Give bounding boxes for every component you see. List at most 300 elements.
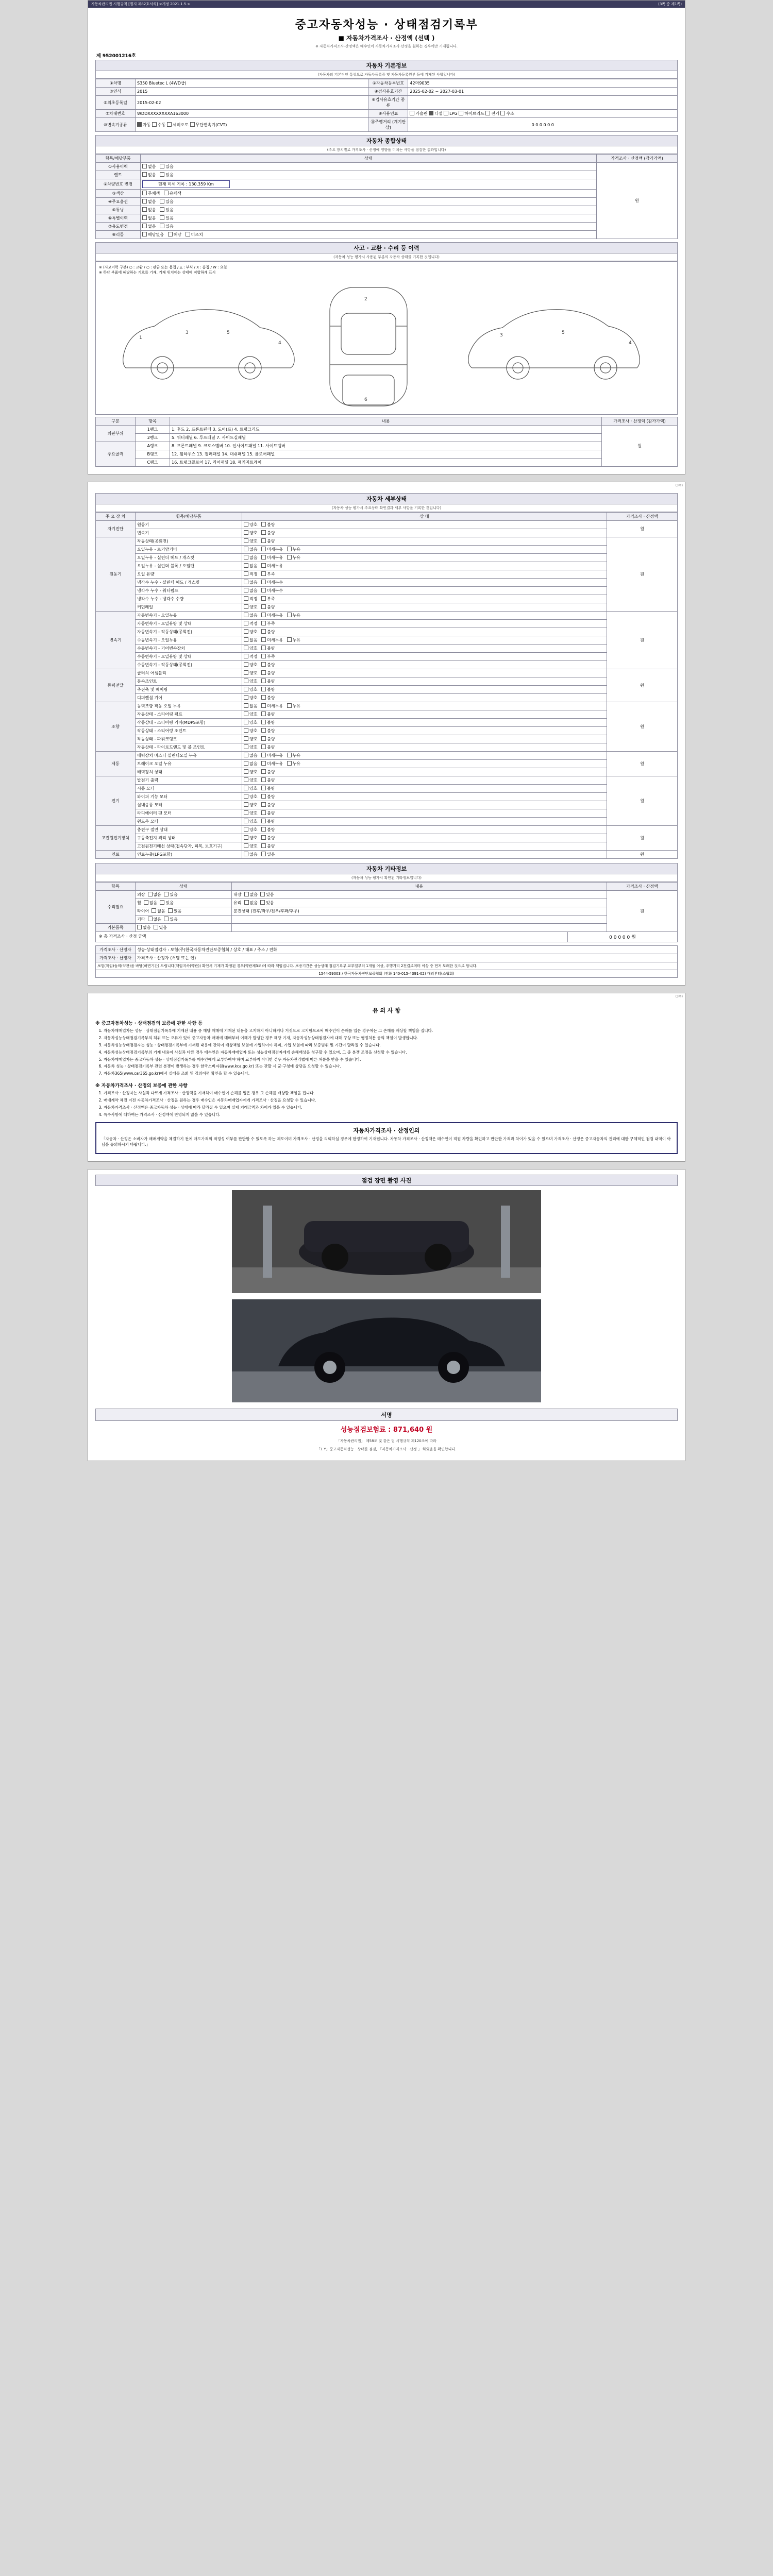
checkbox-state[interactable] bbox=[244, 761, 248, 766]
etc-price-cell: 원 bbox=[607, 891, 678, 932]
state-label: 없음 bbox=[249, 852, 258, 857]
row-label: ④검사유효기간 bbox=[368, 88, 408, 96]
checkbox-state[interactable] bbox=[244, 819, 248, 823]
checkbox-state[interactable] bbox=[261, 580, 266, 584]
checkbox-state[interactable] bbox=[244, 670, 248, 675]
sheet-page-3 bbox=[88, 993, 685, 1162]
state-label: 불량 bbox=[267, 819, 275, 824]
checkbox-state[interactable] bbox=[244, 695, 248, 700]
checkbox-state[interactable] bbox=[244, 563, 248, 568]
checkbox-state[interactable] bbox=[244, 571, 248, 576]
checkbox-state[interactable] bbox=[244, 852, 248, 856]
group-price: 원 bbox=[607, 669, 678, 702]
transmission-options-cell bbox=[136, 118, 368, 132]
valuation-row-value: 가격조사 · 산정자 (서명 또는 인) bbox=[136, 954, 678, 962]
checkbox-fuel[interactable] bbox=[500, 111, 505, 115]
state-label: 양호 bbox=[249, 712, 258, 717]
checkbox-state[interactable] bbox=[261, 835, 266, 840]
checkbox-option[interactable] bbox=[142, 199, 147, 204]
checkbox-state[interactable] bbox=[261, 695, 266, 700]
checkbox-state[interactable] bbox=[261, 670, 266, 675]
checkbox-state[interactable] bbox=[287, 703, 292, 708]
state-label: 누유 bbox=[292, 555, 301, 560]
row-options bbox=[141, 231, 597, 239]
checkbox-state[interactable] bbox=[261, 679, 266, 683]
checkbox-fuel[interactable] bbox=[459, 111, 463, 115]
checkbox-state[interactable] bbox=[244, 596, 248, 601]
item-label: 배력장치 상태 bbox=[136, 768, 242, 776]
checkbox-etc[interactable] bbox=[137, 925, 142, 929]
checkbox-state[interactable] bbox=[261, 547, 266, 551]
checkbox-etc[interactable] bbox=[260, 900, 265, 905]
notice-sub-item: 2. 매매계약 체결 이전 자동차가격조사 · 산정을 원하는 경우 매수인은 자동차매매업자에게 가격조사 · 산정을 요청할 수 있습니다. bbox=[104, 1098, 678, 1104]
checkbox-option[interactable] bbox=[160, 224, 164, 228]
fuel-label: 전기 bbox=[491, 111, 499, 116]
valuation-definition-text: 「자동차 · 산정은 소비자가 매매계약을 체결하기 전에 매도가격의 적정성 여부를 판단할 수 있도록 하는 제도이며 가격조사 · 산정을 의뢰하실 경우에 한정하여 기재됩니다. 자동차 가격조사 · 산정액은 매수인이 직접 차량을 확인하고 판단한 가격과 차이가 있을 수 있으며 가격조사 · 산정은 중고자동차의 권리에 대한 구체적인 점검 내역이 아님을 유의하시기 바랍니다.」 bbox=[102, 1136, 671, 1147]
row-value bbox=[408, 96, 678, 110]
checkbox-state[interactable] bbox=[261, 761, 266, 766]
checkbox-state[interactable] bbox=[261, 596, 266, 601]
item-label: 고전원전기배선 상태(접속단자, 피복, 보호기구) bbox=[136, 842, 242, 851]
total-price-value: 0 0 0 0 0 원 bbox=[567, 932, 677, 942]
checkbox-state[interactable] bbox=[261, 604, 266, 609]
checkbox-state[interactable] bbox=[244, 720, 248, 724]
checkbox-state[interactable] bbox=[287, 753, 292, 757]
item-label: 자동변속기 - 오일유량 및 상태 bbox=[136, 620, 242, 628]
item-label: 작동상태 - 타이로드엔드 및 볼 조인트 bbox=[136, 743, 242, 752]
checkbox-etc[interactable] bbox=[160, 900, 164, 905]
item-label: 냉각수 누수 - 냉각수 수량 bbox=[136, 595, 242, 603]
checkbox-option[interactable] bbox=[142, 232, 147, 236]
checkbox-state[interactable] bbox=[287, 547, 292, 551]
sheet-page-4 bbox=[88, 1169, 685, 1461]
notice-item: 6. 자동차 성능 · 상태점검기록부 관련 분쟁이 발생하는 경우 한국소비자원(www.kca.go.kr) 또는 관할 시·군·구청에 상담을 요청할 수 있습니다. bbox=[104, 1064, 678, 1070]
rank-label: A랭크 bbox=[136, 442, 170, 450]
rank-label: C랭크 bbox=[136, 459, 170, 467]
checkbox-option[interactable] bbox=[160, 207, 164, 212]
checkbox-etc[interactable] bbox=[152, 908, 156, 913]
checkbox-etc[interactable] bbox=[148, 892, 153, 896]
state-label: 불량 bbox=[267, 844, 275, 849]
checkbox-option[interactable] bbox=[160, 164, 164, 168]
fuel-options-cell bbox=[408, 110, 678, 118]
checkbox-state[interactable] bbox=[261, 522, 266, 527]
checkbox-state[interactable] bbox=[244, 580, 248, 584]
valuation-row-1: 성능·상태점검자 : 보험(주)한국자동차진단보증협회 / 상호 / 대표 / 주소 / 전화 bbox=[136, 946, 678, 954]
checkbox-state[interactable] bbox=[244, 662, 248, 667]
rank-content: 1. 후드 2. 프론트펜더 3. 도어(프) 4. 트렁크리드 bbox=[170, 426, 602, 434]
state-label: 불량 bbox=[267, 720, 275, 725]
etc-item bbox=[136, 899, 232, 907]
state-label: 미세누수 bbox=[267, 588, 283, 593]
checkbox-state[interactable] bbox=[244, 802, 248, 807]
item-label: 오일누유 - 실린더 블록 / 오일팬 bbox=[136, 562, 242, 570]
row-options bbox=[141, 223, 597, 231]
checkbox-state[interactable] bbox=[287, 637, 292, 642]
document-title-block bbox=[95, 13, 678, 50]
checkbox-state[interactable] bbox=[244, 711, 248, 716]
trans-label: 수동 bbox=[158, 122, 166, 127]
col-header: 내용 bbox=[170, 417, 602, 426]
checkbox-state[interactable] bbox=[244, 547, 248, 551]
option-label: 해당없음 bbox=[148, 232, 164, 237]
state-label: 불량 bbox=[267, 696, 275, 700]
etc-item-label: 휠 bbox=[137, 901, 141, 905]
checkbox-etc[interactable] bbox=[164, 917, 169, 921]
item-label: 수동변속기 - 작동상태(공회전) bbox=[136, 661, 242, 669]
state-label: 적정 bbox=[249, 597, 258, 601]
checkbox-option[interactable] bbox=[142, 172, 147, 177]
page-subtitle: ■ 자동차가격조사 · 산정액 (선택 ) bbox=[338, 35, 435, 42]
trans-option bbox=[152, 123, 165, 127]
checkbox-option[interactable] bbox=[142, 191, 147, 195]
checkbox-state[interactable] bbox=[244, 786, 248, 790]
row-options bbox=[141, 171, 597, 179]
checkbox-trans[interactable] bbox=[190, 122, 195, 127]
state-label: 양호 bbox=[249, 605, 258, 609]
checkbox-fuel[interactable] bbox=[410, 111, 414, 115]
checkbox-state[interactable] bbox=[261, 629, 266, 634]
svg-text:4: 4 bbox=[629, 341, 632, 346]
checkbox-state[interactable] bbox=[261, 744, 266, 749]
item-label: 구동축전지 격리 상태 bbox=[136, 834, 242, 842]
checkbox-state[interactable] bbox=[244, 538, 248, 543]
checkbox-option[interactable] bbox=[142, 207, 147, 212]
checkbox-etc[interactable] bbox=[244, 892, 249, 896]
item-options bbox=[242, 661, 607, 669]
item-options bbox=[242, 595, 607, 603]
checkbox-state[interactable] bbox=[261, 563, 266, 568]
checkbox-state[interactable] bbox=[261, 794, 266, 799]
col-header: 항목/해당부품 bbox=[136, 513, 242, 521]
checkbox-state[interactable] bbox=[244, 810, 248, 815]
section-basic-info-note: (자동차의 기본적인 특성으로 자동차등록증 및 자동차등록원부 등에 기재된 사항입니다) bbox=[95, 71, 678, 79]
svg-text:6: 6 bbox=[364, 397, 367, 402]
checkbox-state[interactable] bbox=[261, 827, 266, 832]
checkbox-option[interactable] bbox=[160, 199, 164, 204]
checkbox-state[interactable] bbox=[244, 588, 248, 592]
checkbox-etc[interactable] bbox=[144, 900, 148, 905]
checkbox-etc[interactable] bbox=[168, 908, 173, 913]
checkbox-fuel[interactable] bbox=[429, 111, 433, 115]
notice-title: 유 의 사 항 bbox=[373, 1007, 400, 1014]
section-photos-header: 점검 장면 촬영 사진 bbox=[95, 1175, 678, 1186]
checkbox-state[interactable] bbox=[244, 843, 248, 848]
checkbox-etc[interactable] bbox=[164, 892, 169, 896]
state-label: 적정 bbox=[249, 621, 258, 626]
signature-band: 서명 bbox=[95, 1409, 678, 1421]
checkbox-state[interactable] bbox=[244, 794, 248, 799]
row-value: S350 Bluetec L (4WD급) bbox=[136, 79, 368, 88]
checkbox-state[interactable] bbox=[261, 555, 266, 560]
etc-opt: 없음 bbox=[157, 909, 165, 913]
checkbox-trans[interactable] bbox=[137, 122, 142, 127]
etc-info-table bbox=[95, 882, 678, 932]
checkbox-state[interactable] bbox=[261, 786, 266, 790]
checkbox-option[interactable] bbox=[160, 172, 164, 177]
checkbox-etc[interactable] bbox=[148, 917, 153, 921]
state-label: 불량 bbox=[267, 836, 275, 840]
item-label: 배력장치 마스터 실린더오일 누유 bbox=[136, 752, 242, 760]
checkbox-state[interactable] bbox=[287, 761, 292, 766]
trans-label: 자동 bbox=[143, 122, 151, 127]
checkbox-state[interactable] bbox=[244, 827, 248, 832]
checkbox-state[interactable] bbox=[261, 621, 266, 625]
option-label: 없음 bbox=[148, 173, 156, 177]
state-label: 양호 bbox=[249, 803, 258, 807]
checkbox-state[interactable] bbox=[261, 711, 266, 716]
group-price: 원 bbox=[607, 521, 678, 537]
row-value: 42머9035 bbox=[408, 79, 678, 88]
checkbox-state[interactable] bbox=[261, 654, 266, 658]
etc-opt: 있음 bbox=[173, 909, 182, 913]
item-options bbox=[242, 851, 607, 859]
col-header: 가격조사 · 산정액 (감가가액) bbox=[602, 417, 678, 426]
checkbox-state[interactable] bbox=[261, 687, 266, 691]
checkbox-state[interactable] bbox=[261, 662, 266, 667]
section-overall-header: 자동차 종합상태 bbox=[95, 135, 678, 146]
checkbox-option[interactable] bbox=[164, 191, 169, 195]
notice-item: 1. 자동차매매업자는 성능 · 상태점검기록부에 기재된 내용 중 해당 매매에 기재된 내용을 고지하지 아니하거나 거짓으로 고지함으로써 매수인이 손해를 입은 경우에는 그 손해를 배상할 책임을 집니다. bbox=[104, 1028, 678, 1034]
item-options bbox=[242, 669, 607, 677]
option-label: 미조치 bbox=[191, 232, 203, 237]
checkbox-state[interactable] bbox=[261, 720, 266, 724]
item-options bbox=[242, 620, 607, 628]
notice-item: 5. 자동차매매업자는 중고자동차 성능 · 상태점검기록부를 매수인에게 교부하여야 하며 교부하지 아니한 경우 자동차관리법에 따른 처분을 받을 수 있습니다. bbox=[104, 1057, 678, 1063]
checkbox-state[interactable] bbox=[261, 538, 266, 543]
item-options bbox=[242, 826, 607, 834]
option-label: 있음 bbox=[165, 199, 174, 204]
checkbox-state[interactable] bbox=[244, 777, 248, 782]
option-label: 있음 bbox=[165, 224, 174, 229]
item-label: 동력조향 작동 오일 누유 bbox=[136, 702, 242, 710]
fuel-option bbox=[500, 111, 514, 116]
row-label: ②자동차등록번호 bbox=[368, 79, 408, 88]
row-label: ⑦용도변경 bbox=[96, 223, 141, 231]
row-label: ⑤튜닝 bbox=[96, 206, 141, 214]
checkbox-state[interactable] bbox=[244, 604, 248, 609]
col-header: 가격조사 · 산정액 (감가가액) bbox=[597, 155, 678, 163]
option-label: 없음 bbox=[148, 224, 156, 229]
group-label: 연료 bbox=[96, 851, 136, 859]
checkbox-fuel[interactable] bbox=[485, 111, 490, 115]
row-label: ⑧사용연료 bbox=[368, 110, 408, 118]
checkbox-state[interactable] bbox=[261, 736, 266, 741]
checkbox-etc[interactable] bbox=[260, 892, 265, 896]
state-label: 불량 bbox=[267, 786, 275, 791]
trans-label: 무단변속기(CVT) bbox=[195, 122, 227, 127]
state-label: 미세누수 bbox=[267, 580, 283, 585]
state-label: 없음 bbox=[249, 638, 258, 642]
option-label: 무채색 bbox=[148, 191, 160, 196]
item-label: 디퍼렌셜 기어 bbox=[136, 694, 242, 702]
etc-opt: 있음 bbox=[159, 925, 167, 930]
checkbox-state[interactable] bbox=[244, 753, 248, 757]
document-number: 제 952001216호 bbox=[96, 54, 136, 59]
footer-line-1: 「자동차관리법」 제58조 및 같은 법 시행규칙 제120조에 따라 bbox=[337, 1439, 436, 1444]
checkbox-state[interactable] bbox=[244, 687, 248, 691]
form-legal-reference: 자동차관리법 시행규칙 [별지 제82호서식] <개정 2021.1.5.> bbox=[91, 2, 191, 6]
item-label: 수동변속기 - 오일유량 및 상태 bbox=[136, 653, 242, 661]
checkbox-state[interactable] bbox=[261, 753, 266, 757]
detail-state-table bbox=[95, 512, 678, 859]
row-label: ⑧리콜 bbox=[96, 231, 141, 239]
checkbox-state[interactable] bbox=[261, 802, 266, 807]
checkbox-state[interactable] bbox=[244, 654, 248, 658]
etc-right bbox=[232, 924, 607, 932]
rank-label: 1랭크 bbox=[136, 426, 170, 434]
checkbox-state[interactable] bbox=[261, 571, 266, 576]
checkbox-state[interactable] bbox=[244, 555, 248, 560]
option-label: 없음 bbox=[148, 199, 156, 204]
checkbox-trans[interactable] bbox=[152, 122, 157, 127]
inspection-insurance-fee: 성능점검보험료 : 871,640 원 bbox=[340, 1426, 433, 1434]
etc-item bbox=[136, 916, 232, 924]
option-label: 유채색 bbox=[169, 191, 182, 196]
checkbox-option[interactable] bbox=[160, 215, 164, 220]
state-label: 불량 bbox=[267, 679, 275, 684]
etc-opt: 없음 bbox=[149, 901, 158, 905]
item-label: 작동상태(공회전) bbox=[136, 537, 242, 546]
state-label: 불량 bbox=[267, 646, 275, 651]
state-label: 양호 bbox=[249, 646, 258, 651]
checkbox-state[interactable] bbox=[261, 646, 266, 650]
checkbox-trans[interactable] bbox=[167, 122, 172, 127]
checkbox-state[interactable] bbox=[261, 637, 266, 642]
state-label: 부족 bbox=[267, 654, 275, 659]
car-damage-diagram bbox=[108, 277, 665, 411]
etc-opt: 있음 bbox=[170, 892, 178, 897]
item-options bbox=[242, 562, 607, 570]
accident-price-cell: 원 bbox=[602, 426, 678, 467]
checkbox-state[interactable] bbox=[244, 637, 248, 642]
option-label: 없음 bbox=[148, 164, 156, 169]
checkbox-state[interactable] bbox=[261, 703, 266, 708]
row-label: ⑥특별이력 bbox=[96, 214, 141, 223]
checkbox-state[interactable] bbox=[261, 777, 266, 782]
item-options bbox=[242, 743, 607, 752]
checkbox-state[interactable] bbox=[261, 852, 266, 856]
checkbox-state[interactable] bbox=[244, 703, 248, 708]
item-options bbox=[242, 702, 607, 710]
checkbox-option[interactable] bbox=[142, 164, 147, 168]
checkbox-state[interactable] bbox=[244, 530, 248, 535]
checkbox-state[interactable] bbox=[244, 679, 248, 683]
item-options bbox=[242, 694, 607, 702]
row-value: 2025-02-02 ~ 2027-03-01 bbox=[408, 88, 678, 96]
etc-right bbox=[232, 899, 607, 907]
checkbox-state[interactable] bbox=[244, 835, 248, 840]
title-note: ※ 자동차가격조사·산정액은 매수인이 자동차가격조사·산정을 원하는 경우에만 기재됩니다. bbox=[315, 44, 458, 48]
state-label: 양호 bbox=[249, 745, 258, 750]
sheet-page-2 bbox=[88, 482, 685, 986]
etc-opt: 있음 bbox=[170, 917, 178, 922]
state-label: 누유 bbox=[292, 761, 301, 766]
etc-right bbox=[232, 916, 607, 924]
option-label: 있음 bbox=[165, 173, 174, 177]
valuation-table bbox=[95, 945, 678, 978]
checkbox-state[interactable] bbox=[244, 728, 248, 733]
item-label: 자동변속기 - 오일누유 bbox=[136, 612, 242, 620]
checkbox-state[interactable] bbox=[244, 629, 248, 634]
group-price: 원 bbox=[607, 752, 678, 776]
item-options bbox=[242, 793, 607, 801]
notice-item: 2. 자동차성능상태점검기록부의 허위 또는 오류가 있어 중고자동차 매매에 매매부터 이해가 발생한 경우 해당 기재, 자동차성능상태점검자에 대해 구상 또는 행정처분 등의 책임이 발생합니다. bbox=[104, 1036, 678, 1041]
svg-text:2: 2 bbox=[364, 297, 367, 302]
checkbox-etc[interactable] bbox=[244, 900, 249, 905]
notice-item: 3. 자동차성능상태점검자는 성능 · 상태점검기록부에 기재된 내용에 관하여 배상책임 보험에 가입하여야 하며, 가입 보험에 따라 보증범위 및 기간이 달라질 수 있습니다. bbox=[104, 1043, 678, 1048]
checkbox-state[interactable] bbox=[287, 613, 292, 617]
state-label: 불량 bbox=[267, 663, 275, 667]
svg-text:5: 5 bbox=[227, 330, 230, 335]
state-label: 부족 bbox=[267, 621, 275, 626]
item-label: 원동기 bbox=[136, 521, 242, 529]
svg-text:1: 1 bbox=[139, 335, 142, 341]
item-options bbox=[242, 628, 607, 636]
checkbox-state[interactable] bbox=[244, 621, 248, 625]
state-label: 부족 bbox=[267, 597, 275, 601]
checkbox-state[interactable] bbox=[244, 736, 248, 741]
checkbox-state[interactable] bbox=[244, 613, 248, 617]
checkbox-state[interactable] bbox=[287, 555, 292, 560]
checkbox-state[interactable] bbox=[244, 522, 248, 527]
checkbox-etc[interactable] bbox=[154, 925, 158, 929]
checkbox-fuel[interactable] bbox=[444, 111, 448, 115]
item-label: 냉각수 누수 - 실린더 헤드 / 개스킷 bbox=[136, 579, 242, 587]
checkbox-option[interactable] bbox=[142, 215, 147, 220]
vehicle-lift-photo-front bbox=[126, 1190, 647, 1293]
checkbox-state[interactable] bbox=[261, 843, 266, 848]
col-header: 상 태 bbox=[242, 513, 607, 521]
checkbox-state[interactable] bbox=[244, 769, 248, 774]
checkbox-state[interactable] bbox=[261, 810, 266, 815]
photo-slot-2 bbox=[126, 1299, 647, 1404]
item-label: 발전기 출력 bbox=[136, 776, 242, 785]
section-accident-header: 사고 · 교환 · 수리 등 이력 bbox=[95, 242, 678, 253]
checkbox-state[interactable] bbox=[261, 769, 266, 774]
checkbox-state[interactable] bbox=[244, 646, 248, 650]
row-label: ⑩변속기종류 bbox=[96, 118, 136, 132]
row-label: ②차량번호 변경 bbox=[96, 179, 141, 190]
row-label: ④주요옵션 bbox=[96, 198, 141, 206]
row-value: 2015-02-02 bbox=[136, 96, 368, 110]
notice-head: ※ 중고자동차성능 · 상태점검의 보증에 관한 사항 등 bbox=[95, 1021, 203, 1026]
checkbox-option[interactable] bbox=[142, 224, 147, 228]
state-label: 있음 bbox=[267, 852, 275, 857]
checkbox-state[interactable] bbox=[244, 744, 248, 749]
group-label: 전기 bbox=[96, 776, 136, 826]
group-label: 조향 bbox=[96, 702, 136, 752]
state-label: 적정 bbox=[249, 654, 258, 659]
svg-text:4: 4 bbox=[278, 341, 281, 346]
col-header: 상태 bbox=[141, 155, 597, 163]
page-indicator-2: (3쪽) bbox=[675, 484, 683, 487]
checkbox-state[interactable] bbox=[261, 588, 266, 592]
state-label: 적정 bbox=[249, 572, 258, 577]
checkbox-option[interactable] bbox=[168, 232, 173, 236]
checkbox-state[interactable] bbox=[261, 530, 266, 535]
item-label: 윈도우 모터 bbox=[136, 818, 242, 826]
state-label: 미세누유 bbox=[267, 547, 283, 552]
total-price-row bbox=[95, 932, 678, 942]
option-label: 있음 bbox=[165, 164, 174, 169]
checkbox-state[interactable] bbox=[261, 819, 266, 823]
checkbox-option[interactable] bbox=[186, 232, 190, 236]
item-options bbox=[242, 727, 607, 735]
checkbox-state[interactable] bbox=[261, 728, 266, 733]
tire-note: 현재 미세 기록 : 130,359 Km bbox=[142, 180, 230, 188]
checkbox-state[interactable] bbox=[261, 613, 266, 617]
